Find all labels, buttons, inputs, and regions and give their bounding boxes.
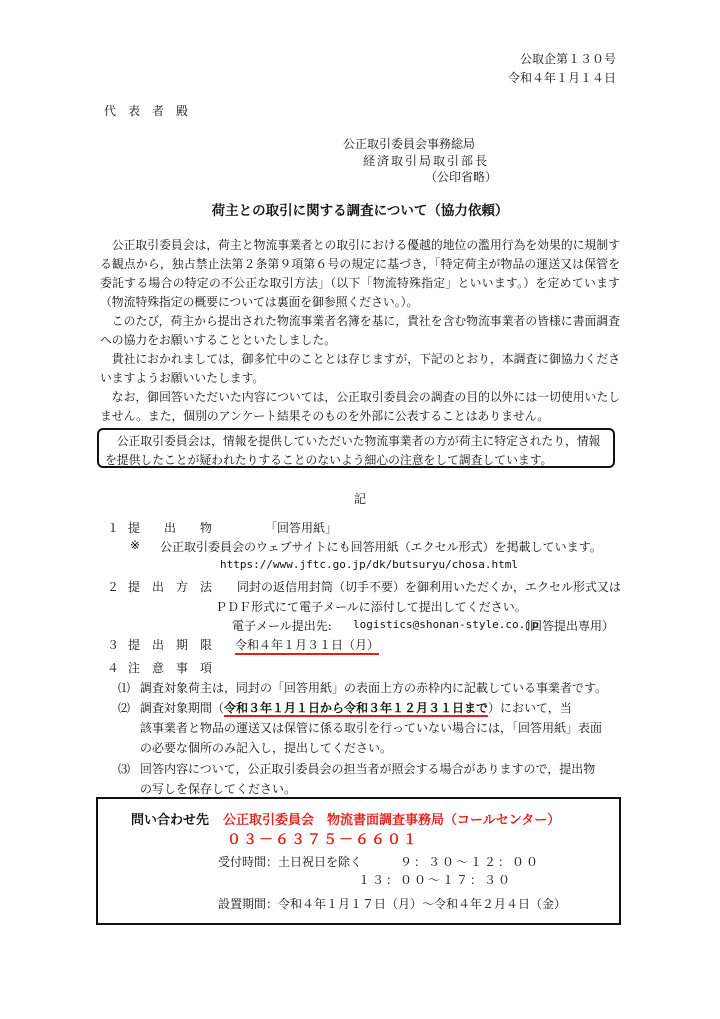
sender-org: 公正取引委員会事務総局 — [343, 137, 476, 151]
ki-heading: 記 — [354, 492, 367, 506]
body-paragraph-4: なお，御回答いただいた内容については，公正取引委員会の調査の目的以外には一切使用いたしません。また，個別のアンケート結果そのものを外部に公表することはありません。 — [100, 390, 620, 423]
note3-line2: の写しを保存してください。 — [140, 782, 297, 796]
item1-label: 提 出 物 — [128, 521, 213, 535]
item1-note-mark: ※ — [130, 538, 141, 552]
note2-line3: の必要な個所のみ記入し，提出してください。 — [140, 741, 393, 755]
item2-label: 提 出 方 法 — [128, 580, 213, 594]
note3-mark: ⑶ — [118, 762, 131, 776]
document-title: 荷主との取引に関する調査について（協力依頼） — [211, 203, 509, 219]
contact-period: 設置期間：令和４年１月１７日（月）～令和４年２月４日（金） — [218, 897, 567, 911]
body-paragraph-3: 貴社におかれましては，御多忙中のこととは存じますが，下記のとおり，本調査に御協力くださいますようお願いいたします。 — [100, 352, 620, 385]
note2-mark: ⑵ — [118, 701, 131, 715]
confidentiality-notice: 公正取引委員会は，情報を提供していただいた物流事業者の方が荷主に特定されたり，情報を提供したことが疑われたりすることのないよう細心の注意をして調査しています。 — [105, 434, 601, 467]
item1-url: https://www.jftc.go.jp/dk/butsuryu/chosa.html — [220, 558, 519, 571]
note2-line2: 該事業者と物品の運送又は保管に係る取引を行っていない場合には，「回答用紙」表面 — [140, 721, 603, 735]
contact-org: 公正取引委員会 物流書面調査事務局（コールセンター） — [223, 813, 561, 828]
body-text — [100, 236, 620, 426]
body-paragraph-1: 公正取引委員会は，荷主と物流事業者との取引における優越的地位の濫用行為を効果的に規制する観点から，独占禁止法第２条第９項第６号の規定に基づき，「特定荷主が物品の運送又は保管を委託する場合の特定の不公正な取引方法」（以下「物流特殊指定」といいます。）を定めています（物流特殊指定の概要については裏面を御参照ください。）。 — [100, 238, 620, 309]
contact-hours-label: 受付時間：土日祝日を除く — [218, 855, 363, 869]
note2-pre: 調査対象期間（ — [140, 701, 225, 715]
contact-box — [96, 797, 621, 925]
item2-email: logistics@shonan-style.co.jp — [353, 618, 539, 631]
note2-line1 — [140, 699, 572, 716]
item3-number: ３ — [107, 638, 120, 652]
doc-date: 令和４年１月１４日 — [507, 71, 616, 85]
item4-number: ４ — [107, 661, 120, 675]
item2-email-note: （回答提出専用） — [518, 619, 615, 633]
confidentiality-notice-box — [97, 428, 615, 468]
note1-text: 調査対象荷主は，同封の「回答用紙」の表面上方の赤枠内に記載している事業者です。 — [140, 681, 608, 695]
item2-number: ２ — [107, 580, 120, 594]
contact-phone: ０３－６３７５－６６０１ — [227, 832, 419, 848]
body-paragraph-2: このたび，荷主から提出された物流事業者名簿を基に，貴社を含む物流事業者の皆様に書面調査への協力をお願いすることといたしました。 — [100, 314, 621, 347]
note1-mark: ⑴ — [118, 681, 131, 695]
addressee: 代 表 者 殿 — [104, 104, 189, 118]
item1-value: 「回答用紙」 — [265, 521, 338, 535]
sender-seal: （公印省略） — [425, 170, 498, 184]
note3-line1: 回答内容について，公正取引委員会の担当者が照会する場合がありますので，提出物 — [140, 762, 596, 776]
note2-post: ）において，当 — [488, 701, 572, 715]
note2-period: 令和３年１月１日から令和３年１２月３１日まで — [224, 701, 489, 715]
item3-deadline: 令和４年１月３１日（月） — [235, 636, 379, 655]
contact-label: 問い合わせ先 — [131, 813, 210, 828]
item4-label: 注 意 事 項 — [128, 661, 213, 675]
item3-label: 提 出 期 限 — [128, 638, 213, 652]
item1-number: １ — [107, 521, 120, 535]
contact-hours-2: １３：００～１７：３０ — [358, 873, 513, 887]
item2-line2: ＰＤＦ形式にて電子メールに添付して提出してください。 — [215, 600, 527, 614]
sender-dept: 経済取引局取引部長 — [363, 154, 490, 168]
item1-note: 公正取引委員会のウェブサイトにも回答用紙（エクセル形式）を掲載しています。 — [160, 540, 602, 554]
contact-hours-1: ９：３０～１２：００ — [400, 855, 541, 869]
item2-line1: 同封の返信用封筒（切手不要）を御利用いただくか，エクセル形式又は — [237, 580, 622, 594]
doc-number: 公取企第１３０号 — [519, 52, 616, 66]
item2-email-label: 電子メール提出先: — [232, 619, 332, 633]
